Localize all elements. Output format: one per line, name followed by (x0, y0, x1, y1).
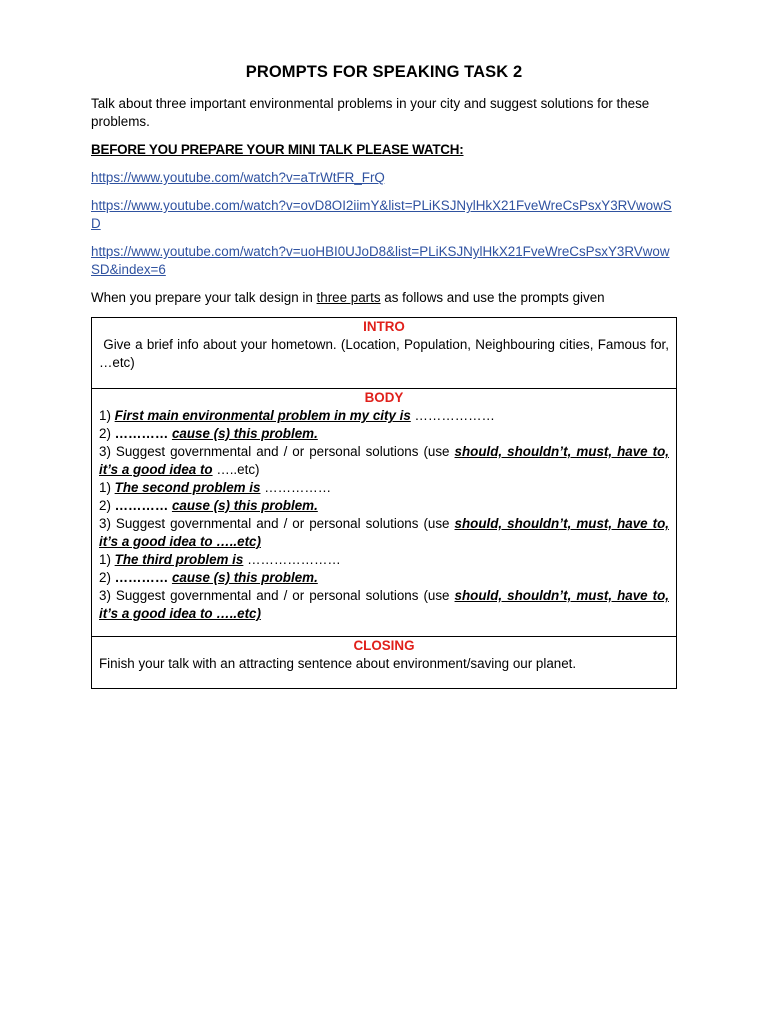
item-number: 1) (99, 480, 115, 495)
video-link-2[interactable]: https://www.youtube.com/watch?v=ovD8OI2iimY&list=PLiKSJNylHkX21FveWreCsPsxY3RVwowSD (91, 198, 672, 231)
item-number: 2) (99, 426, 115, 441)
modal-verbs: should, shouldn’t, must, have to, it’s a good idea to …..etc) (99, 588, 669, 621)
problem-1-line-3 (99, 443, 669, 479)
blank-dots: ………… (114, 426, 172, 441)
prompt-phrase: cause (s) this problem. (171, 498, 318, 513)
body-heading: BODY (364, 390, 404, 405)
blank-dots: …………… (260, 480, 332, 495)
solution-text: 3) Suggest governmental and / or personal solutions (use (99, 516, 455, 531)
problem-3-line-1 (99, 551, 669, 569)
design-text-before: When you prepare your talk design in (91, 290, 317, 305)
intro-text (99, 336, 669, 372)
video-link-1[interactable]: https://www.youtube.com/watch?v=aTrWtFR_FrQ (91, 170, 385, 185)
problem-block-1 (99, 407, 669, 479)
modal-verbs: should, shouldn’t, must, have to, it’s a good idea to …..etc) (99, 516, 669, 549)
body-row (92, 389, 677, 637)
closing-text: Finish your talk with an attracting sentence about environment/saving our planet. (99, 656, 577, 671)
prompt-phrase: cause (s) this problem. (171, 570, 318, 585)
blank-dots: ………… (114, 570, 172, 585)
design-text-underlined: three parts (316, 290, 381, 305)
solution-text: 3) Suggest governmental and / or personal solutions (use (99, 588, 455, 603)
problem-3-line-3 (99, 587, 669, 623)
intro-text-content: Give a brief info about your hometown. (Location, Population, Neighbouring cities, Famous for, …etc) (99, 337, 669, 370)
problem-1-line-2 (99, 425, 669, 443)
modal-verbs: should, shouldn’t, must, have to, it’s a good idea to (99, 444, 669, 477)
prompt-phrase: The second problem is (114, 480, 261, 495)
prompt-phrase: The third problem is (114, 552, 244, 567)
item-number: 2) (99, 498, 115, 513)
etc-text: …..etc) (212, 462, 260, 477)
intro-row (92, 318, 677, 389)
solution-text: 3) Suggest governmental and / or personal solutions (use (99, 444, 455, 459)
intro-cell (92, 318, 677, 389)
page-title: PROMPTS FOR SPEAKING TASK 2 (245, 63, 523, 81)
closing-row (92, 637, 677, 689)
prompts-table (91, 317, 677, 689)
design-text-after: as follows and use the prompts given (380, 290, 605, 305)
item-number: 1) (99, 552, 115, 567)
item-number: 1) (99, 408, 115, 423)
problem-block-3 (99, 551, 669, 623)
body-cell (92, 389, 677, 637)
problem-3-line-2 (99, 569, 669, 587)
problem-2-line-3 (99, 515, 669, 551)
task-description: Talk about three important environmental problems in your city and suggest solutions for these problems. (91, 96, 650, 129)
prep-heading: BEFORE YOU PREPARE YOUR MINI TALK PLEASE WATCH: (91, 142, 464, 157)
closing-heading: CLOSING (353, 638, 415, 653)
blank-dots: ………………… (243, 552, 341, 567)
problem-2-line-1 (99, 479, 669, 497)
item-number: 2) (99, 570, 115, 585)
closing-cell (92, 637, 677, 689)
problem-block-2 (99, 479, 669, 551)
document-page (91, 60, 677, 689)
prompt-phrase: cause (s) this problem. (171, 426, 318, 441)
problem-1-line-1 (99, 407, 669, 425)
design-instruction (91, 289, 677, 307)
video-link-3[interactable]: https://www.youtube.com/watch?v=uoHBI0UJoD8&list=PLiKSJNylHkX21FveWreCsPsxY3RVwowSD&index=6 (91, 244, 670, 277)
blank-dots: ……………… (410, 408, 495, 423)
prompt-phrase: First main environmental problem in my city is (114, 408, 411, 423)
intro-heading: INTRO (363, 319, 405, 334)
blank-dots: ………… (114, 498, 172, 513)
problem-2-line-2 (99, 497, 669, 515)
